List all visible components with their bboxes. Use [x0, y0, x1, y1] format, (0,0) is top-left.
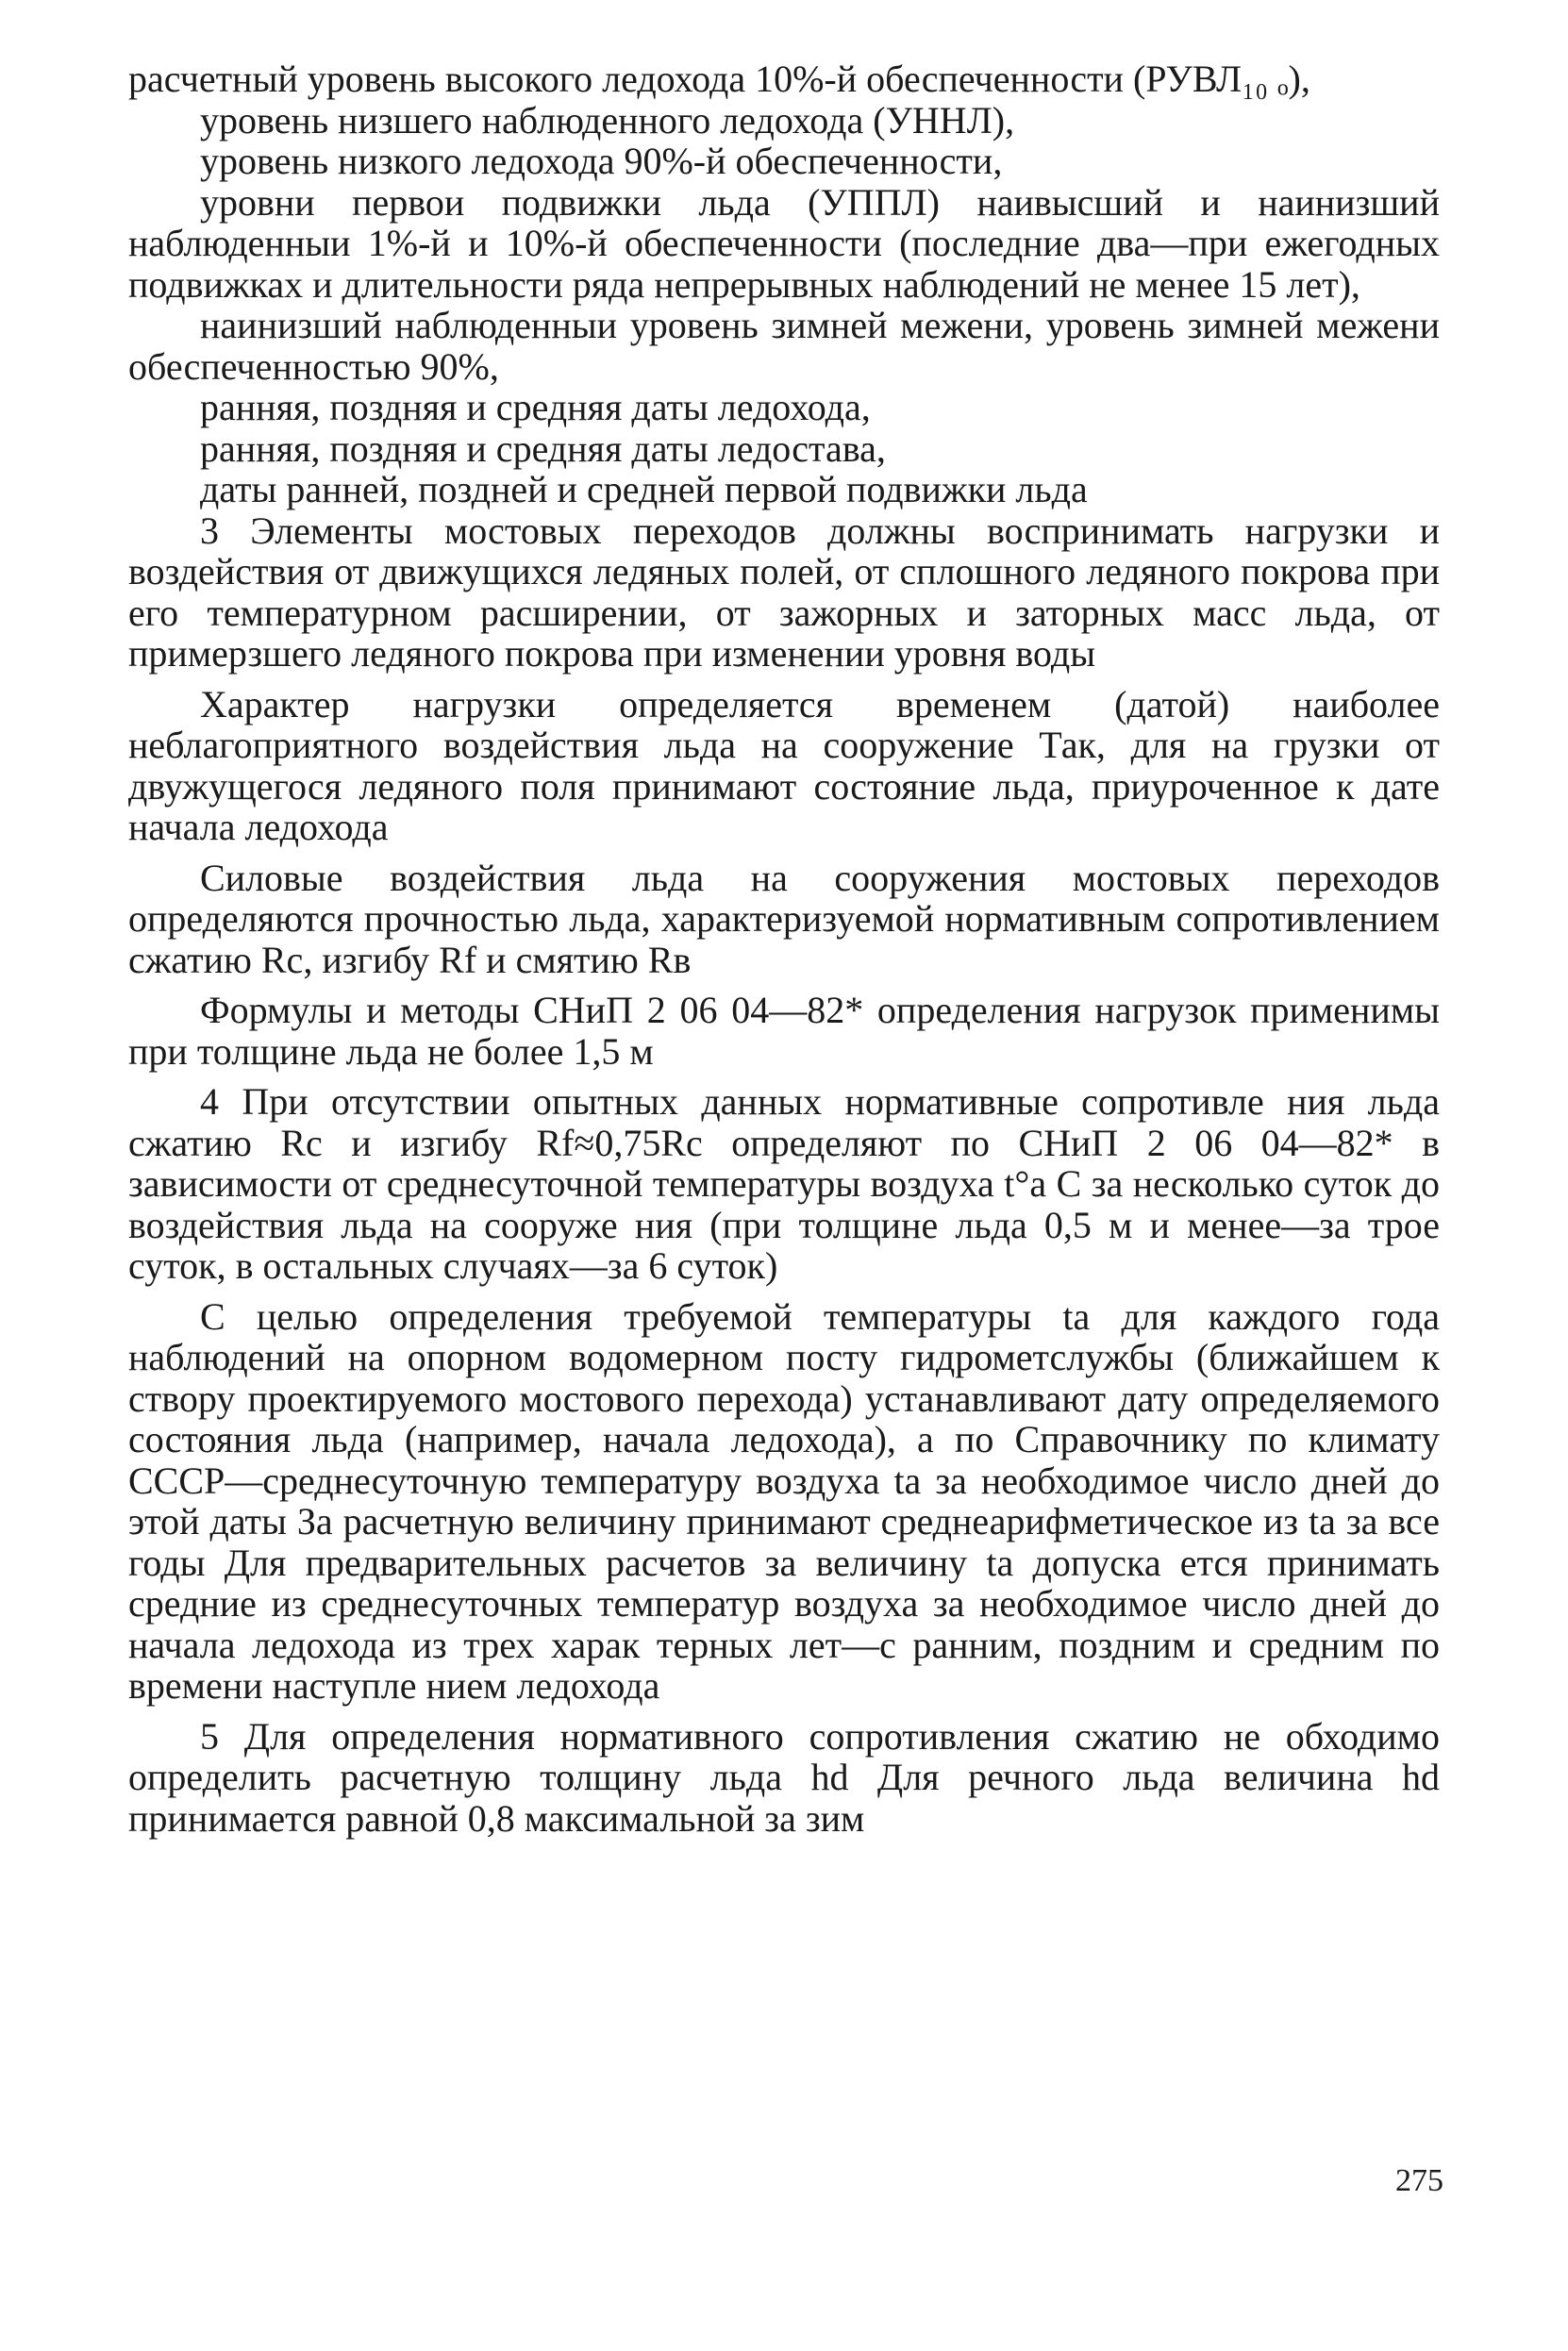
paragraph-4: уровни первои подвижки льда (УППЛ) наивысший и наинизший наблюденныи 1%-й и 10%-й обеспеченности (последние два—при ежегодных подвижках и длительности ряда непрерывных наблюдений не менее 15 лет), [128, 180, 1440, 306]
page-number: 275 [1395, 2163, 1443, 2198]
paragraph-15: 5 Для определения нормативного сопротивления сжатию не обходимо определить расчетную толщину льда hd Для речного льда величина hd принимается равной 0,8 максимальной за зим [128, 1714, 1440, 1840]
paragraph-13: 4 При отсутствии опытных данных нормативные сопротивле ния льда сжатию Rc и изгибу Rf≈0,75Rc определяют по СНиП 2 06 04—82* в зависимости от среднесуточной температуры воздуха t°a С за несколько суток до воздействия льда на сооруже ния (при толщине льда 0,5 м и менее—за трое суток, в остальных случаях—за 6 суток) [128, 1080, 1440, 1287]
paragraph-1: расчетный уровень высокого ледохода 10%-й обеспеченности (РУВЛ₁₀ ₒ), [128, 58, 1310, 100]
page-text-block [128, 58, 1440, 1839]
paragraph-7: ранняя, поздняя и средняя даты ледостава, [200, 426, 886, 470]
paragraph-10: Характер нагрузки определяется временем (датой) наиболее неблагоприятного воздействия льда на сооружение Так, для на грузки от двужущегося ледяного поля принимают состояние льда, приуроченное к дате начала ледохода [128, 682, 1440, 848]
paragraph-8: даты ранней, поздней и средней первой подвижки льда [200, 468, 1088, 510]
paragraph-5: наинизший наблюденныи уровень зимней межени, уровень зимней межени обеспеченностью 90%, [128, 304, 1440, 388]
paragraph-2: уровень низшего наблюденного ледохода (УННЛ), [200, 98, 1015, 142]
paragraph-12: Формулы и методы СНиП 2 06 04—82* определения нагрузок применимы при толщине льда не более 1,5 м [128, 989, 1440, 1073]
paragraph-14: С целью определения требуемой температуры ta для каждого года наблюдений на опорном водомерном посту гидрометслужбы (ближайшем к створу проектируемого мостового перехода) устанавливают дату определяемого состояния льда (например, начала ледохода), а по Справочнику по климату СССР—среднесуточную температуру воздуха ta за необходимое число дней до этой даты За расчетную величину принимают среднеарифметическое из ta за все годы Для предварительных расчетов за величину ta допуска ется принимать средние из среднесуточных температур воздуха за необходимое число дней до начала ледохода из трех харак терных лет—с ранним, поздним и средним по времени наступле нием ледохода [128, 1294, 1440, 1707]
paragraph-3: уровень низкого ледохода 90%-й обеспеченности, [200, 140, 1003, 182]
paragraph-6: ранняя, поздняя и средняя даты ледохода, [200, 386, 871, 428]
paragraph-11: Силовые воздействия льда на сооружения мостовых переходов определяются прочностью льда, характеризуемой нормативным сопротивлением сжатию Rc, изгибу Rf и смятию Rв [128, 856, 1440, 981]
paragraph-9: 3 Элементы мостовых переходов должны воспринимать нагрузки и воздействия от движущихся ледяных полей, от сплошного ледяного покрова при его температурном расширении, от зажорных и заторных масс льда, от примерзшего ледяного покрова при изменении уровня воды [128, 509, 1440, 675]
